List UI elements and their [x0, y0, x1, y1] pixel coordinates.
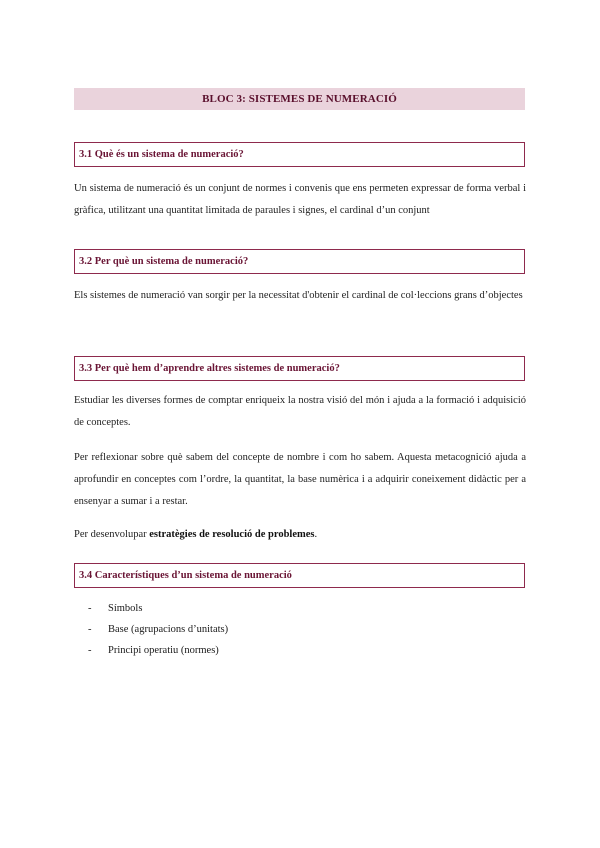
characteristics-list — [88, 598, 228, 661]
section-heading-3-3 — [74, 356, 525, 381]
dash-marker: - — [88, 645, 92, 656]
dash-marker: - — [88, 603, 92, 614]
section-heading-label: 3.1 Què és un sistema de numeració? — [79, 149, 244, 160]
list-item-text: Símbols — [108, 603, 143, 614]
list-item-text: Principi operatiu (normes) — [108, 645, 219, 656]
section-heading-3-4 — [74, 563, 525, 588]
section-heading-label: 3.3 Per què hem d’aprendre altres sistemes de numeració? — [79, 363, 340, 374]
dash-marker: - — [88, 624, 92, 635]
paragraph-3-3-a: Estudiar les diverses formes de comptar enriqueix la nostra visió del món i ajuda a la formació i adquisició de conceptes. — [74, 395, 526, 428]
list-item — [88, 640, 228, 661]
paragraph-3-2: Els sistemes de numeració van sorgir per la necessitat d'obtenir el cardinal de col·leccions grans d’objectes — [74, 290, 523, 301]
paragraph-suffix: . — [314, 529, 318, 540]
list-item — [88, 619, 228, 640]
section-heading-label: 3.2 Per què un sistema de numeració? — [79, 256, 249, 267]
document-title: BLOC 3: SISTEMES DE NUMERACIÓ — [74, 88, 525, 110]
paragraph-bold-text: estratègies de resolució de problemes — [149, 529, 315, 540]
list-item — [88, 598, 228, 619]
section-heading-3-1 — [74, 142, 525, 167]
paragraph-3-3-c — [74, 524, 526, 546]
section-heading-label: 3.4 Característiques d’un sistema de numeració — [79, 570, 292, 581]
paragraph-prefix: Per desenvolupar — [74, 529, 150, 540]
paragraph-3-3-b: Per reflexionar sobre què sabem del concepte de nombre i com ho sabem. Aquesta metacognició ajuda a aprofundir en conceptes com l’ordre, la quantitat, la base numèrica i a adquirir coneixement didàctic per a ensenyar a sumar i a restar. — [74, 452, 526, 507]
list-item-text: Base (agrupacions d’unitats) — [108, 624, 229, 635]
paragraph-3-1: Un sistema de numeració és un conjunt de normes i convenis que ens permeten expressar de forma verbal i gràfica, utilitzant una quantitat limitada de paraules i signes, el cardinal d’un conjunt — [74, 183, 526, 216]
section-heading-3-2 — [74, 249, 525, 274]
